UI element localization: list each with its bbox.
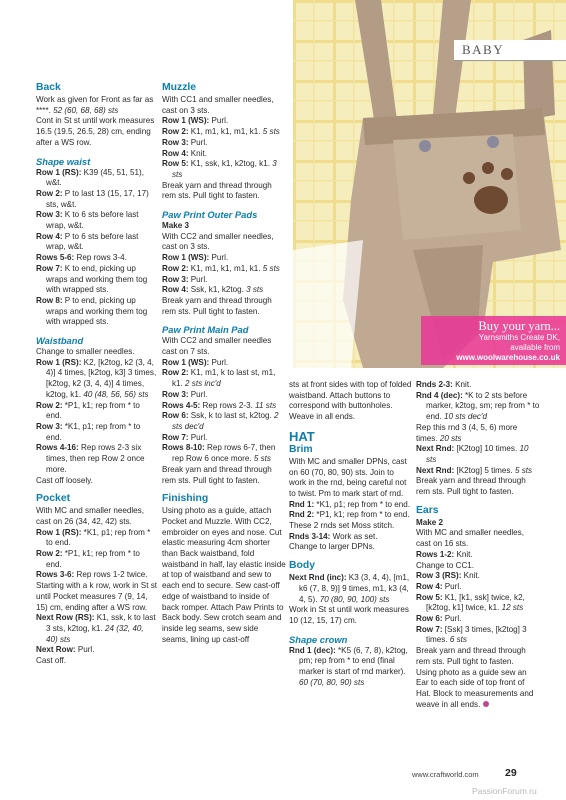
main-pad-row-3: Row 3: Purl. xyxy=(162,389,208,399)
waist-row-3: Row 3: K to 6 sts before last wrap, w&t. xyxy=(36,210,139,231)
pocket-row-1: Row 1 (RS): *K1, p1; rep from * to end. xyxy=(36,527,151,548)
section-tag xyxy=(454,40,566,61)
pocket-end: Cast off. xyxy=(36,656,66,666)
crown-rnd-4: Rnd 4 (dec): *K to 2 sts before marker, k2tog, sm; rep from * to end. 10 sts dec'd xyxy=(416,390,540,422)
main-pad-end: Break yarn and thread through rem sts. Pull tight to fasten. xyxy=(162,464,272,485)
ears-end: Break yarn and thread through rem sts. Pull tight to fasten. xyxy=(416,646,526,666)
column-3 xyxy=(289,380,412,688)
muzzle-end: Break yarn and thread through rem sts. Pull tight to fasten. xyxy=(162,180,272,201)
heading-body: Body xyxy=(289,560,315,572)
outer-pads-row-2: Row 2: K1, m1, k1, m1, k1. 5 sts xyxy=(162,263,280,273)
crown-rnd-2: Rnds 2-3: Knit. xyxy=(416,380,472,389)
main-pad-row-4: Rows 4-5: Rep rows 2-3. 11 sts xyxy=(162,400,277,410)
main-pad-row-6: Row 6: Ssk, k to last st, k2tog. 2 sts dec'd xyxy=(162,411,279,431)
waist-row-5: Rows 5-6: Rep rows 3-4. xyxy=(36,253,127,263)
waistband-intro: Change to smaller needles. xyxy=(36,347,135,357)
muzzle-row-2: Row 2: K1, m1, k1, m1, k1. 5 sts xyxy=(162,127,280,137)
pocket-intro: With MC and smaller needles, cast on 26 (34, 42, 42) sts. xyxy=(36,506,144,526)
waist-row-1: Row 1 (RS): K39 (45, 51, 51), w&t. xyxy=(36,167,144,188)
muzzle-row-4: Row 4: Knit. xyxy=(162,148,207,158)
waist-row-7: Row 7: K to end, picking up wraps and working them tog with wrapped sts. xyxy=(36,263,148,295)
section-rule xyxy=(454,60,566,61)
heading-shape-crown: Shape crown xyxy=(289,633,348,645)
heading-waistband: Waistband xyxy=(36,335,84,347)
heading-pocket: Pocket xyxy=(36,493,71,505)
heading-brim: Brim xyxy=(289,443,313,455)
waistband-row-2: Row 2: *P1, k1; rep from * to end. xyxy=(36,400,140,421)
muzzle-row-3: Row 3: Purl. xyxy=(162,137,208,147)
yarn-promo-banner xyxy=(421,316,566,365)
muzzle-row-1: Row 1 (WS): Purl. xyxy=(162,116,229,126)
ears-intro: With MC and smaller needles, cast on 16 sts. xyxy=(416,528,524,549)
column-4 xyxy=(416,380,540,710)
finishing-continued: sts at front sides with top of folded waistband. Attach buttons to correspond with buttonholes. Weave in all ends. xyxy=(289,380,412,422)
main-pad-row-2: Row 2: K1, m1, k to last st, m1, k1. 2 sts inc'd xyxy=(162,368,276,389)
body-end: Work in St st until work measures 10 (12, 15, 17) cm. xyxy=(289,605,409,625)
crown-next-2: Next Rnd: [K2tog] 5 times. 5 sts xyxy=(416,465,533,475)
ears-row-1: Rows 1-2: Knit. xyxy=(416,549,473,559)
waist-row-8: Row 8: P to end, picking up wraps and working them tog with wrapped sts. xyxy=(36,295,148,327)
heading-ears: Ears xyxy=(416,504,439,516)
promo-line-2: available from xyxy=(510,343,560,352)
heading-finishing: Finishing xyxy=(162,493,209,505)
waistband-row-1: Row 1 (RS): K2, [k2tog, k2 (3, 4, 4)] 4 times, [k2tog, k3] 3 times, [k2tog, k2 (3, 4, 4)] 4 times, k2tog, k1. 40 (48, 56, 56) sts xyxy=(36,357,157,399)
ears-make: Make 2 xyxy=(416,517,443,527)
column-2 xyxy=(162,82,286,645)
brim-intro: With MC and smaller DPNs, cast on 60 (70, 80, 90) sts. Join to work in the rnd, being careful not to twist. Pm to mark start of rnd. xyxy=(289,456,407,498)
muzzle-intro: With CC1 and smaller needles, cast on 3 sts. xyxy=(162,95,274,115)
outer-pads-make: Make 3 xyxy=(162,221,189,231)
waist-row-4: Row 4: P to 6 sts before last wrap, w&t. xyxy=(36,231,139,252)
pocket-row-next-1: Next Row (RS): K1, ssk, k to last 3 sts, k2tog, k1. 24 (32, 40, 40) sts xyxy=(36,613,156,644)
page-number: 29 xyxy=(505,767,517,779)
heading-shape-waist: Shape waist xyxy=(36,155,91,167)
ears-change: Change to CC1. xyxy=(416,560,475,570)
crown-rnd-1: Rnd 1 (dec): *K5 (6, 7, 8), k2tog, pm; rep from * to end (final marker is start of rnd marker). 60 (70, 80, 90) sts xyxy=(289,645,408,687)
outer-pads-intro: With CC2 and smaller needles, cast on 3 sts. xyxy=(162,231,274,252)
ears-row-5: Row 5: K1, [k1, ssk] twice, k2, [k2tog, k1] twice, k1. 12 sts xyxy=(416,592,525,613)
footer-site: www.craftworld.com xyxy=(412,770,479,779)
brim-end: Change to larger DPNs. xyxy=(289,542,375,552)
heading-hat: HAT xyxy=(289,428,315,444)
pocket-row-next-2: Next Row: Purl. xyxy=(36,645,95,655)
ears-row-3: Row 3 (RS): Knit. xyxy=(416,571,480,581)
main-pad-row-7: Row 7: Purl. xyxy=(162,432,208,442)
column-1 xyxy=(36,82,157,667)
promo-url-link[interactable]: www.woolwarehouse.co.uk xyxy=(456,353,560,362)
heading-muzzle: Muzzle xyxy=(162,82,197,93)
main-pad-row-8: Rows 8-10: Rep rows 6-7, then rep Row 6 once more. 5 sts xyxy=(162,443,276,464)
back-instructions: Work as given for Front as far as ****. 52 (60, 68, 68) sts xyxy=(36,95,154,115)
muzzle-row-5: Row 5: K1, ssk, k1, k2tog, k1. 3 sts xyxy=(162,159,277,179)
ears-row-4: Row 4: Purl. xyxy=(416,581,462,591)
waistband-row-4: Rows 4-16: Rep rows 2-3 six times, then rep Row 2 once more. xyxy=(36,443,145,474)
section-title: BABY xyxy=(462,42,505,57)
brim-mid: These 2 rnds set Moss stitch. xyxy=(289,521,395,531)
end-marker-icon xyxy=(483,701,489,707)
brim-rnd-1: Rnd 1: *K1, p1; rep from * to end. xyxy=(289,499,411,509)
brim-rnd-3: Rnds 3-14: Work as set. xyxy=(289,531,378,541)
heading-main-pad: Paw Print Main Pad xyxy=(162,324,249,336)
brim-rnd-2: Rnd 2: *P1, k1; rep from * to end. xyxy=(289,510,410,520)
heading-outer-pads: Paw Print Outer Pads xyxy=(162,209,258,221)
waistband-row-3: Row 3: *K1, p1; rep from * to end. xyxy=(36,421,141,442)
outer-pads-row-3: Row 3: Purl. xyxy=(162,274,208,284)
finishing-text: Using photo as a guide, attach Pocket and Muzzle. With CC2, embroider on eyes and nose. Cut elastic measuring 4cm shorter than Back waistband, fold waistband in half, lay elastic inside at top of waistband and sew to each end to secure. Sew cast-off edge of waistband to inside of back romper. Attach Paw Prints to Back body. Sew crotch seam and inside leg seams, sew side seams, lining up cast-off xyxy=(162,506,286,644)
closing-text: Using photo as a guide sew an Ear to each side of top front of Hat. Block to measurements and weave in all ends. xyxy=(416,667,534,709)
body-rnd-inc: Next Rnd (inc): K3 (3, 4, 4), [m1, k6 (7, 8, 9)] 9 times, m1, k3 (4, 4, 5). 70 (80, 90, 100) sts xyxy=(289,573,410,604)
crown-next-1: Next Rnd: [K2tog] 10 times. 10 sts xyxy=(416,444,529,464)
back-measure: Cont in St st until work measures 16.5 (19.5, 26.5, 28) cm, ending after a WS row. xyxy=(36,116,155,147)
watermark: PassionForum.ru xyxy=(472,786,537,796)
crown-end: Break yarn and thread through rem sts. Pull tight to fasten. xyxy=(416,476,526,497)
main-pad-intro: With CC2 and smaller needles cast on 7 sts. xyxy=(162,336,272,357)
pocket-row-3: Rows 3-6: Rep rows 1-2 twice. xyxy=(36,570,148,580)
crown-repeat: Rep this rnd 3 (4, 5, 6) more times. 20 sts xyxy=(416,422,518,443)
promo-line-1: Yarnsmiths Create DK, xyxy=(478,333,560,342)
promo-title: Buy your yarn... xyxy=(478,319,560,333)
outer-pads-end: Break yarn and thread through rem sts. Pull tight to fasten. xyxy=(162,295,272,316)
heading-back: Back xyxy=(36,82,61,93)
waistband-end: Cast off loosely. xyxy=(36,475,93,485)
pocket-row-2: Row 2: *P1, k1; rep from * to end. xyxy=(36,549,140,569)
main-pad-row-1: Row 1 (WS): Purl. xyxy=(162,357,229,367)
outer-pads-row-4: Row 4: Ssk, k1, k2tog. 3 sts xyxy=(162,285,264,295)
outer-pads-row-1: Row 1 (WS): Purl. xyxy=(162,253,229,263)
ears-row-6: Row 6: Purl. xyxy=(416,614,462,624)
waist-row-2: Row 2: P to last 13 (15, 17, 17) sts, w&t. xyxy=(36,188,149,209)
pocket-mid: Starting with a k row, work in St st until Pocket measures 7 (9, 14, 15) cm, ending after a WS row. xyxy=(36,581,157,612)
ears-row-7: Row 7: [Ssk] 3 times, [k2tog] 3 times. 6 sts xyxy=(416,624,527,645)
